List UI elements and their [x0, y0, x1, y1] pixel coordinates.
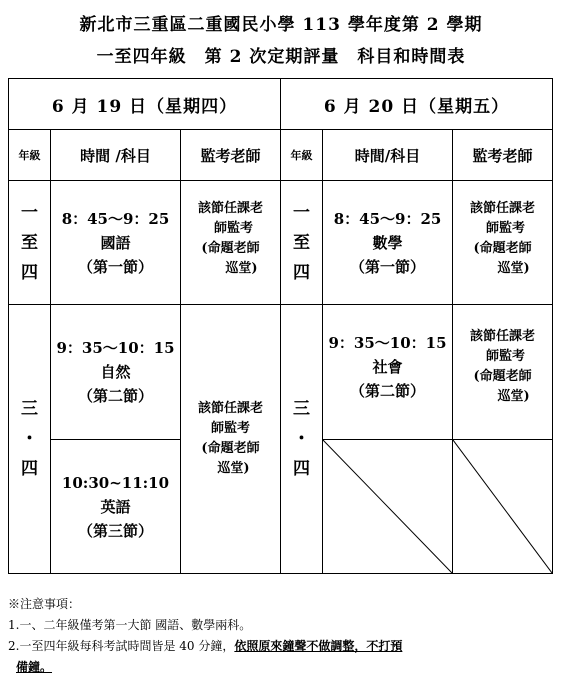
col-time-subject-fri: 時間/科目	[323, 130, 453, 181]
schedule-table	[8, 78, 553, 574]
slot-thu-period2: 9：35～10：15 自然 （第二節）	[51, 305, 181, 440]
proctor-thu-period1: 該節任課老 師監考 (命題老師 巡堂)	[181, 181, 281, 305]
diagonal-strike	[323, 440, 452, 573]
grade-cell-3-4-fri: 三 ・ 四	[281, 305, 323, 574]
note-item-2: 2.一至四年級每科考試時間皆是 40 分鐘，依照原來鐘聲不做調整，不打預 備鐘。	[8, 639, 403, 674]
day-header-friday: 6 月 20 日（星期五）	[281, 79, 553, 130]
diagonal-strike	[453, 440, 552, 573]
col-proctor-thu: 監考老師	[181, 130, 281, 181]
grade-cell-3-4-thu: 三 ・ 四	[9, 305, 51, 574]
proctor-fri-period2: 該節任課老 師監考 (命題老師 巡堂)	[453, 305, 553, 440]
page-title: 新北市三重區二重國民小學 113 學年度第 2 學期	[79, 15, 483, 35]
proctor-thu-period2-3: 該節任課老 師監考 (命題老師 巡堂)	[181, 305, 281, 574]
slot-thu-period3: 10:30~11:10 英語 （第三節）	[51, 440, 181, 574]
day-header-thursday: 6 月 19 日（星期四）	[9, 79, 281, 130]
empty-proctor-fri-period3	[453, 440, 553, 574]
grade-cell-1-4-fri: 一 至 四	[281, 181, 323, 305]
proctor-fri-period1: 該節任課老 師監考 (命題老師 巡堂)	[453, 181, 553, 305]
grade-cell-1-4-thu: 一 至 四	[9, 181, 51, 305]
slot-fri-period2: 9：35～10：15 社會 （第二節）	[323, 305, 453, 440]
notes-section	[8, 594, 554, 678]
empty-slot-fri-period3	[323, 440, 453, 574]
note-item-1: 1.一、二年級僅考第一大節 國語、數學兩科。	[8, 618, 252, 632]
col-proctor-fri: 監考老師	[453, 130, 553, 181]
page-subtitle: 一至四年級 第 2 次定期評量 科目和時間表	[96, 47, 466, 67]
slot-thu-period1: 8：45～9：25 國語 （第一節）	[51, 181, 181, 305]
col-grade-fri: 年級	[281, 130, 323, 181]
slot-fri-period1: 8：45～9：25 數學 （第一節）	[323, 181, 453, 305]
notes-heading: ※注意事項：	[8, 597, 81, 611]
col-time-subject-thu: 時間 /科目	[51, 130, 181, 181]
col-grade-thu: 年級	[9, 130, 51, 181]
